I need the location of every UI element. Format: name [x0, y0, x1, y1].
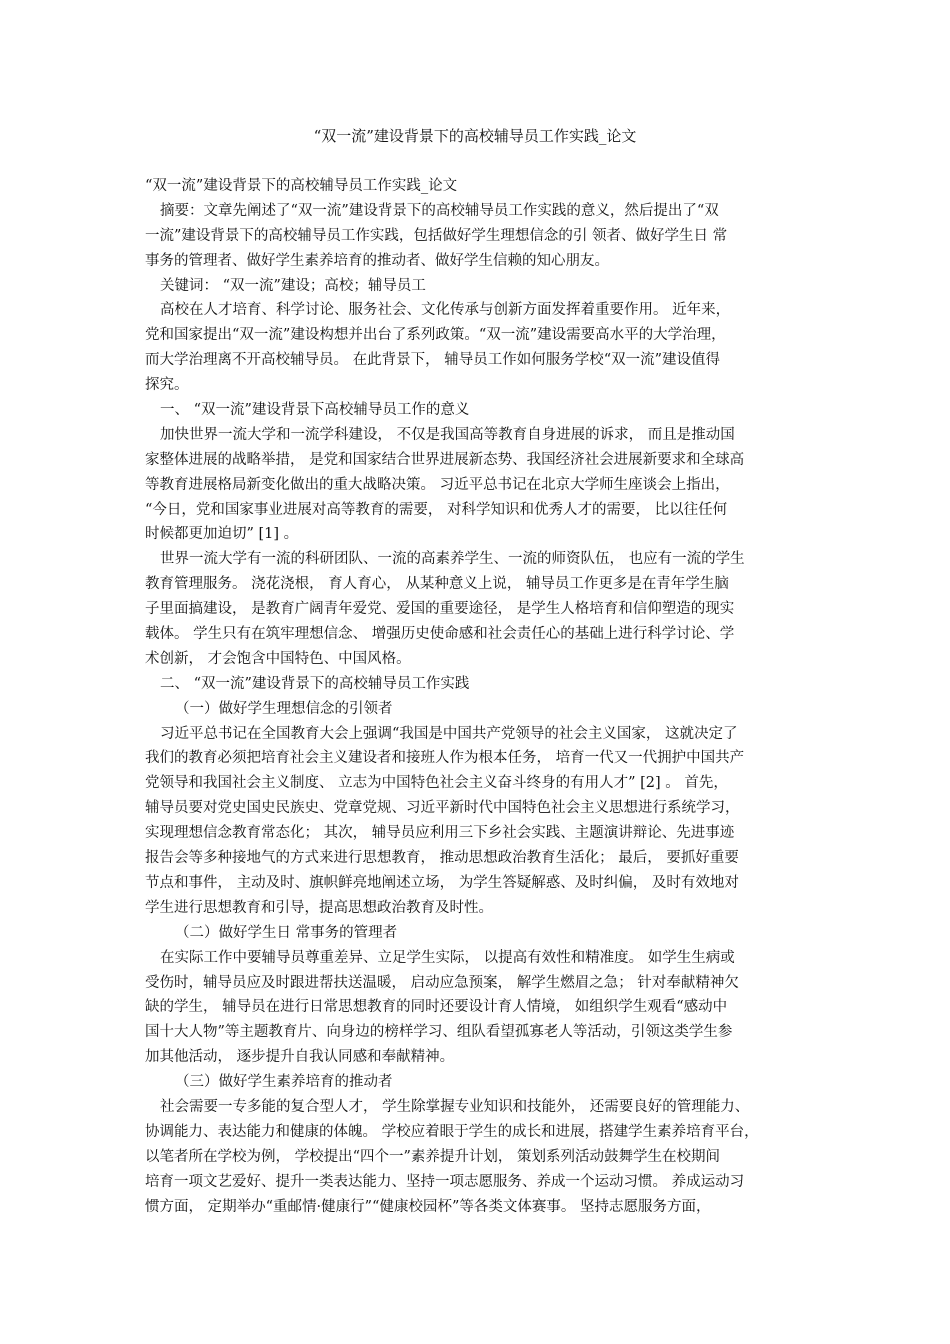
- text-line: 社会需要一专多能的复合型人才， 学生除掌握专业知识和技能外， 还需要良好的管理能力、: [160, 1098, 750, 1115]
- text-line: （一）做好学生理想信念的引领者: [175, 700, 393, 717]
- text-line: 高校在人才培育、科学讨论、服务社会、文化传承与创新方面发挥着重要作用。 近年来，: [160, 302, 731, 319]
- text-line: 家整体进展的战略举措， 是党和国家结合世界进展新态势、我国经济社会进展新要求和全球高: [145, 451, 745, 468]
- text-line: 党和国家提出“双一流”建设构想并出台了系列政策。“双一流”建设需要高水平的大学治理，: [145, 327, 726, 344]
- page-title: “双一流”建设背景下的高校辅导员工作实践_论文: [313, 127, 637, 145]
- text-line: 载体。 学生只有在筑牢理想信念、 增强历史使命感和社会责任心的基础上进行科学讨论、学: [145, 626, 735, 643]
- text-line: 节点和事件， 主动及时、旗帜鲜亮地阐述立场， 为学生答疑解惑、及时纠偏， 及时有效地对: [145, 874, 739, 891]
- text-line: （二）做好学生日 常事务的管理者: [175, 924, 398, 941]
- text-line: 术创新， 才会饱含中国特色、中国风格。: [145, 650, 411, 667]
- text-line: 报告会等多种接地气的方式来进行思想教育， 推动思想政治教育生活化； 最后， 要抓好重要: [145, 850, 739, 867]
- text-line: 事务的管理者、做好学生素养培育的推动者、做好学生信赖的知心朋友。: [145, 252, 609, 269]
- text-line: 受伤时，辅导员应及时跟进帮扶送温暖， 启动应急预案， 解学生燃眉之急； 针对奉献精神欠: [145, 974, 739, 991]
- text-line: 习近平总书记在全国教育大会上强调“我国是中国共产党领导的社会主义国家， 这就决定了: [160, 725, 738, 742]
- text-line: 我们的教育必须把培育社会主义建设者和接班人作为根本任务， 培育一代又一代拥护中国共产: [145, 750, 745, 767]
- text-line: “双一流”建设背景下的高校辅导员工作实践_论文: [145, 178, 458, 194]
- text-line: 教育管理服务。 浇花浇根， 育人育心， 从某种意义上说， 辅导员工作更多是在青年学生脑: [145, 576, 729, 593]
- text-line: 子里面搞建设， 是教育广阔青年爱党、爱国的重要途径， 是学生人格培育和信仰塑造的现实: [145, 601, 735, 618]
- text-line: （三）做好学生素养培育的推动者: [175, 1074, 393, 1091]
- text-line: 加快世界一流大学和一流学科建设， 不仅是我国高等教育自身进展的诉求， 而且是推动国: [160, 426, 735, 443]
- text-line: “今日，党和国家事业进展对高等教育的需要， 对科学知识和优秀人才的需要， 比以往任何: [145, 501, 728, 518]
- text-line: 加其他活动， 逐步提升自我认同感和奉献精神。: [145, 1049, 455, 1066]
- document-body: [145, 174, 820, 1219]
- text-line: 探究。: [145, 377, 189, 394]
- text-line: 摘要：文章先阐述了“双一流”建设背景下的高校辅导员工作实践的意义，然后提出了“双: [160, 202, 719, 219]
- text-line: 二、 “双一流”建设背景下的高校辅导员工作实践: [160, 675, 470, 692]
- text-line: 一流”建设背景下的高校辅导员工作实践，包括做好学生理想信念的引 领者、做好学生日 常: [145, 227, 728, 244]
- text-line: 关键词： “双一流”建设；高校；辅导员工: [160, 277, 426, 294]
- text-line: 缺的学生， 辅导员在进行日常思想教育的同时还要设计育人情境， 如组织学生观看“感动中: [145, 999, 728, 1016]
- text-line: 以笔者所在学校为例， 学校提出“四个一”素养提升计划， 策划系列活动鼓舞学生在校期间: [145, 1148, 721, 1165]
- text-line: 在实际工作中要辅导员尊重差异、立足学生实际， 以提高有效性和精准度。 如学生生病或: [160, 949, 735, 966]
- text-line: 辅导员要对党史国史民族史、党章党规、习近平新时代中国特色社会主义思想进行系统学习，: [145, 800, 740, 817]
- text-line: 一、 “双一流”建设背景下高校辅导员工作的意义: [160, 402, 470, 419]
- text-line: 时候都更加迫切” [1] 。: [145, 526, 299, 543]
- text-line: 而大学治理离不开高校辅导员。 在此背景下， 辅导员工作如何服务学校“双一流”建设值得: [145, 352, 721, 369]
- text-line: 国十大人物”等主题教育片、向身边的榜样学习、组队看望孤寡老人等活动，引领这类学生参: [145, 1024, 733, 1041]
- text-line: 协调能力、表达能力和健康的体魄。 学校应着眼于学生的成长和进展，搭建学生素养培育平台，: [145, 1123, 759, 1140]
- text-line: 党领导和我国社会主义制度、 立志为中国特色社会主义奋斗终身的有用人才” [2] 。 首先，: [145, 775, 728, 792]
- text-line: 学生进行思想教育和引导，提高思想政治教育及时性。: [145, 899, 493, 916]
- text-line: 惯方面， 定期举办“重邮情·健康行”“健康校园杯”等各类文体赛事。 坚持志愿服务方面，: [145, 1198, 711, 1215]
- text-line: 培育一项文艺爱好、提升一类表达能力、坚持一项志愿服务、养成一个运动习惯。 养成运动习: [145, 1173, 745, 1190]
- text-line: 世界一流大学有一流的科研团队、一流的高素养学生、一流的师资队伍， 也应有一流的学生: [160, 551, 745, 568]
- text-line: 实现理想信念教育常态化； 其次， 辅导员应利用三下乡社会实践、主题演讲辩论、先进事迹: [145, 825, 735, 842]
- text-line: 等教育进展格局新变化做出的重大战略决策。 习近平总书记在北京大学师生座谈会上指出，: [145, 476, 730, 493]
